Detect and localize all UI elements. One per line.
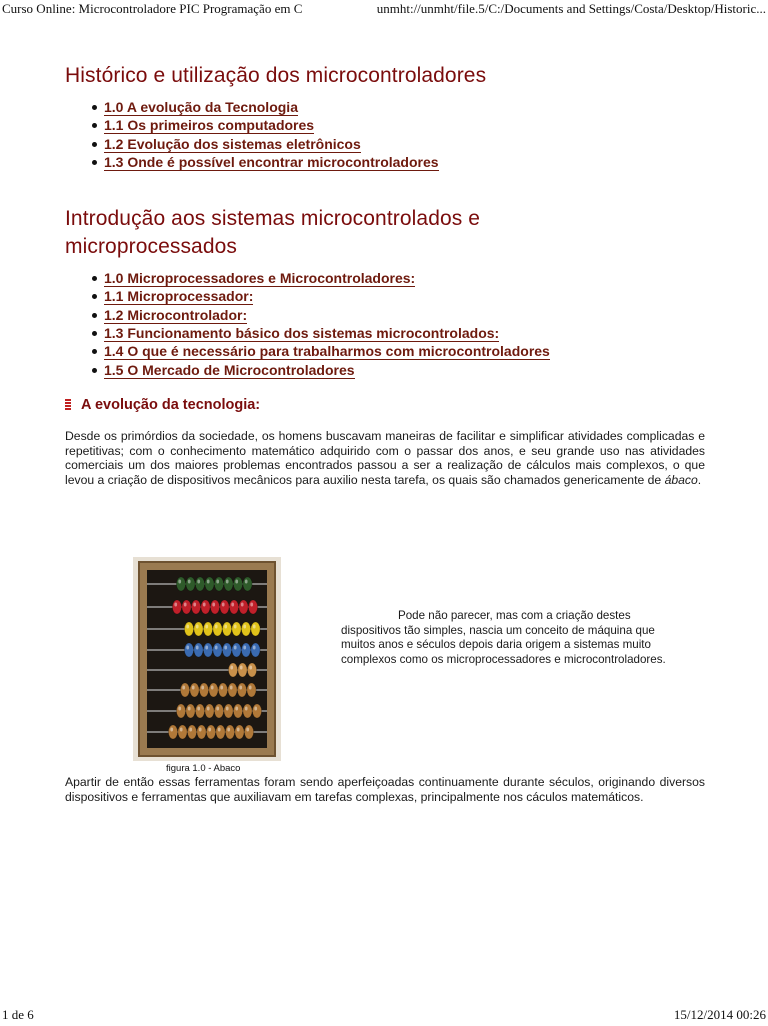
toc-link-microprocessadores-microcontroladores[interactable]: 1.0 Microprocessadores e Microcontroladores: (104, 270, 416, 287)
abacus-bead (224, 704, 233, 718)
abacus-bead (186, 577, 195, 591)
abacus-bead-highlight (170, 728, 173, 732)
abacus-bead-highlight (239, 686, 242, 690)
abacus-bead (248, 600, 257, 614)
abacus-bead-highlight (224, 646, 227, 650)
abacus-bead-highlight (224, 625, 227, 629)
abacus-bead (203, 643, 212, 657)
abacus-bead (225, 725, 234, 739)
toc-link-microcontrolador[interactable]: 1.2 Microcontrolador: (104, 306, 248, 323)
abacus-bead-highlight (243, 625, 246, 629)
abacus-bead-highlight (189, 728, 192, 732)
section-marker-icon (65, 399, 71, 410)
abacus-bead-highlight (253, 646, 256, 650)
abacus-bead-highlight (205, 625, 208, 629)
abacus-bead-highlight (192, 686, 195, 690)
abacus-bead (195, 577, 204, 591)
toc-link-primeiros-computadores[interactable]: 1.1 Os primeiros computadores (104, 117, 315, 134)
abacus-bead (214, 704, 223, 718)
abacus-bead-highlight (215, 646, 218, 650)
abacus-bead-highlight (205, 646, 208, 650)
browser-footer (0, 1006, 768, 1026)
abacus-bead-highlight (230, 666, 233, 670)
abacus-bead (176, 577, 185, 591)
abacus-bead (243, 577, 252, 591)
abacus-bead-highlight (180, 728, 183, 732)
abacus-bead (228, 663, 237, 677)
after-figure-paragraph: Apartir de então essas ferramentas foram sendo aperfeiçoadas continuamente durante séculos, originando diversos dispositivos e ferramentas que auxiliavam em tarefas complexas, principalmente nos cáculos matemáticos. (65, 775, 705, 804)
abacus-bead-highlight (186, 625, 189, 629)
abacus-bead-highlight (226, 707, 229, 711)
toc-item (104, 135, 705, 153)
figure-caption: figura 1.0 - Abaco (166, 763, 241, 774)
abacus-bead-highlight (218, 728, 221, 732)
toc-item (104, 287, 705, 305)
abacus-bead (238, 663, 247, 677)
abacus-bead-highlight (207, 580, 210, 584)
toc-link-necessario[interactable]: 1.4 O que é necessário para trabalharmos com microcontroladores (104, 343, 550, 360)
abacus-bead-highlight (234, 625, 237, 629)
toc-item (104, 269, 705, 287)
abacus-bead-highlight (235, 580, 238, 584)
abacus-bead (194, 643, 203, 657)
abacus-bead-highlight (199, 728, 202, 732)
abacus-bead-highlight (201, 686, 204, 690)
intro-paragraph (65, 429, 705, 487)
abaco-term: ábaco (664, 472, 698, 487)
abacus-bead (209, 683, 218, 697)
abacus-bead-highlight (220, 686, 223, 690)
abacus-bead-highlight (235, 707, 238, 711)
subsection-heading (65, 397, 705, 413)
abacus-bead (216, 725, 225, 739)
abacus-bead (251, 643, 260, 657)
abacus-bead (176, 704, 185, 718)
abacus-bead-highlight (230, 686, 233, 690)
abacus-bead-highlight (249, 686, 252, 690)
figure-side-text-body: Pode não parecer, mas com a criação destes dispositivos tão simples, nascia um conceito de máquina que muitos anos e séculos depois daria origem a sistemas muito complexos como os microprocessadores e microcontroladores. (341, 609, 666, 666)
abacus-bead-highlight (178, 707, 181, 711)
abacus-bead (220, 600, 229, 614)
toc-historico (65, 98, 705, 171)
abacus-bead-highlight (208, 728, 211, 732)
abacus-bead-highlight (193, 603, 196, 607)
toc-introducao (65, 269, 705, 379)
abacus-bead (201, 600, 210, 614)
abacus-bead (232, 622, 241, 636)
abacus-bead (252, 704, 261, 718)
abacus-bead-highlight (207, 707, 210, 711)
abacus-bead (229, 600, 238, 614)
toc-link-evolucao-tecnologia[interactable]: 1.0 A evolução da Tecnologia (104, 99, 298, 115)
abacus-bead-highlight (227, 728, 230, 732)
browser-header-title: Curso Online: Microcontroladore PIC Programação em C (2, 1, 303, 16)
abacus-bead (222, 622, 231, 636)
abacus-bead (187, 725, 196, 739)
subsection-heading-text: A evolução da tecnologia: (81, 396, 261, 413)
abacus-bead (239, 600, 248, 614)
abacus-bead-highlight (197, 707, 200, 711)
toc-link-onde-encontrar[interactable]: 1.3 Onde é possível encontrar microcontroladores (104, 153, 439, 170)
abacus-bead (241, 643, 250, 657)
abacus-bead-highlight (174, 603, 177, 607)
abacus-bead (195, 704, 204, 718)
abacus-bead-highlight (197, 580, 200, 584)
toc-link-mercado[interactable]: 1.5 O Mercado de Microcontroladores (104, 361, 355, 378)
section-title-introducao (65, 205, 705, 261)
abacus-bead (233, 704, 242, 718)
abacus-bead (184, 643, 193, 657)
intro-paragraph-end: . (697, 472, 702, 487)
abacus-bead-highlight (182, 686, 185, 690)
abacus-bead (243, 704, 252, 718)
abacus-bead (191, 600, 200, 614)
abacus-bead (180, 683, 189, 697)
abacus-bead-highlight (245, 580, 248, 584)
toc-item (104, 116, 705, 134)
toc-item (104, 306, 705, 324)
section-title-line1: Introdução aos sistemas microcontrolados e (65, 207, 481, 231)
abacus-bead-highlight (240, 666, 243, 670)
abacus-bead-highlight (250, 603, 253, 607)
abacus-bead-highlight (215, 625, 218, 629)
abacus-bead-highlight (184, 603, 187, 607)
abacus-bead-highlight (186, 646, 189, 650)
abacus-bead (199, 683, 208, 697)
section-title-line2: microprocessados (65, 235, 237, 259)
abacus-bead (184, 622, 193, 636)
abacus-bead (224, 577, 233, 591)
abacus-bead-highlight (211, 686, 214, 690)
abacus-bead-highlight (226, 580, 229, 584)
abacus-bead-highlight (237, 728, 240, 732)
abacus-bead (251, 622, 260, 636)
abacus-bead (237, 683, 246, 697)
abacus-bead (168, 725, 177, 739)
abacus-bead (210, 600, 219, 614)
abacus-bead (182, 600, 191, 614)
toc-item (104, 98, 705, 116)
abacus-bead (228, 683, 237, 697)
print-timestamp: 15/12/2014 00:26 (673, 1007, 766, 1022)
abacus-bead-highlight (245, 707, 248, 711)
abacus-bead-highlight (222, 603, 225, 607)
abacus-bead-highlight (234, 646, 237, 650)
abacus-bead (186, 704, 195, 718)
abacus-bead-highlight (196, 625, 199, 629)
abacus-bead-highlight (241, 603, 244, 607)
abacus-bead (222, 643, 231, 657)
abacus-bead-highlight (249, 666, 252, 670)
toc-item (104, 342, 705, 360)
abacus-bead (247, 683, 256, 697)
page-content (65, 62, 705, 487)
abacus-bead (233, 577, 242, 591)
abacus-bead (178, 725, 187, 739)
abacus-bead-highlight (178, 580, 181, 584)
abacus-bead-highlight (203, 603, 206, 607)
abacus-bead (205, 704, 214, 718)
abacus-bead-highlight (254, 707, 257, 711)
browser-header-url: unmht://unmht/file.5/C:/Documents and Settings/Costa/Desktop/Historic... (376, 1, 766, 16)
figure-side-text (341, 609, 686, 667)
abacus-bead (206, 725, 215, 739)
abacus-bead (213, 643, 222, 657)
toc-link-sistemas-eletronicos[interactable]: 1.2 Evolução dos sistemas eletrônicos (104, 135, 361, 152)
abacus-image (133, 557, 281, 761)
abacus-bead (197, 725, 206, 739)
abacus-bead-highlight (196, 646, 199, 650)
browser-header (0, 0, 768, 20)
abacus-bead (218, 683, 227, 697)
abacus-bead (232, 643, 241, 657)
abacus-bead (172, 600, 181, 614)
section-title-historico: Histórico e utilização dos microcontroladores (65, 64, 487, 87)
abacus-bead-highlight (253, 625, 256, 629)
abacus-bead (190, 683, 199, 697)
abacus-bead-highlight (216, 707, 219, 711)
abacus-bead (203, 622, 212, 636)
page-counter: 1 de 6 (2, 1007, 34, 1022)
toc-link-microprocessador[interactable]: 1.1 Microprocessador: (104, 288, 254, 305)
abacus-bead (205, 577, 214, 591)
abacus-bead (194, 622, 203, 636)
toc-link-funcionamento-basico[interactable]: 1.3 Funcionamento básico dos sistemas microcontrolados: (104, 325, 500, 342)
abacus-bead (214, 577, 223, 591)
abacus-bead (247, 663, 256, 677)
abacus-figure (133, 557, 281, 761)
abacus-bead (244, 725, 253, 739)
toc-item (104, 153, 705, 171)
abacus-bead-highlight (216, 580, 219, 584)
abacus-bead (235, 725, 244, 739)
abacus-bead (213, 622, 222, 636)
toc-item (104, 324, 705, 342)
abacus-bead-highlight (188, 707, 191, 711)
abacus-bead-highlight (246, 728, 249, 732)
intro-paragraph-text: Desde os primórdios da sociedade, os homens buscavam maneiras de facilitar e simplificar atividades complicadas e repetitivas; com o conhecimento matemático adquirido com o passar dos anos, e seu grande uso nas atividades comerciais um dos maiores problemas encontrados passou a ser a realização de cálculos mais complexos, o que levou a criação de dispositivos mecânicos para auxilio nesta tarefa, os quais são chamados genericamente de (65, 428, 705, 487)
toc-item (104, 361, 705, 379)
abacus-bead-highlight (243, 646, 246, 650)
abacus-bead-highlight (212, 603, 215, 607)
abacus-bead-highlight (231, 603, 234, 607)
abacus-bead (241, 622, 250, 636)
abacus-bead-highlight (188, 580, 191, 584)
